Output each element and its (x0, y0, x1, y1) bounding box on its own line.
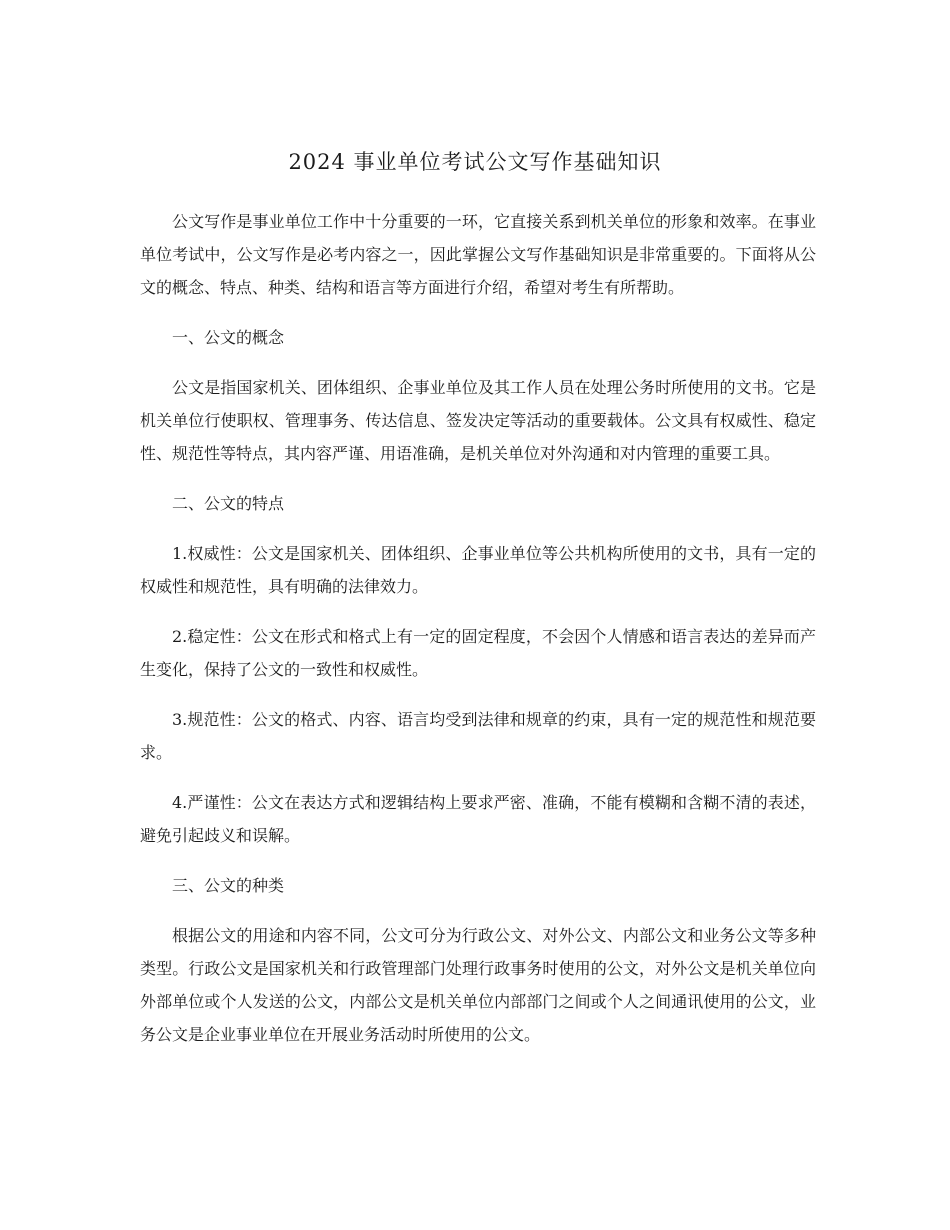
feature-item-rigor: 4.严谨性：公文在表达方式和逻辑结构上要求严密、准确，不能有模糊和含糊不清的表述，避免引起歧义和误解。 (140, 793, 816, 845)
feature-item-stability: 2.稳定性：公文在形式和格式上有一定的固定程度，不会因个人情感和语言表达的差异而产生变化，保持了公文的一致性和权威性。 (140, 627, 816, 679)
document-body (140, 205, 816, 1068)
section-heading-features: 二、公文的特点 (172, 494, 285, 513)
feature-item-standardization: 3.规范性：公文的格式、内容、语言均受到法律和规章的约束，具有一定的规范性和规范要求。 (140, 710, 816, 762)
concept-paragraph: 公文是指国家机关、团体组织、企事业单位及其工作人员在处理公务时所使用的文书。它是机关单位行使职权、管理事务、传达信息、签发决定等活动的重要载体。公文具有权威性、稳定性、规范性等特点，其内容严谨、用语准确，是机关单位对外沟通和对内管理的重要工具。 (140, 378, 816, 463)
intro-paragraph: 公文写作是事业单位工作中十分重要的一环，它直接关系到机关单位的形象和效率。在事业单位考试中，公文写作是必考内容之一，因此掌握公文写作基础知识是非常重要的。下面将从公文的概念、特点、种类、结构和语言等方面进行介绍，希望对考生有所帮助。 (140, 212, 816, 297)
section-heading-concept: 一、公文的概念 (172, 328, 285, 347)
types-paragraph: 根据公文的用途和内容不同，公文可分为行政公文、对外公文、内部公文和业务公文等多种类型。行政公文是国家机关和行政管理部门处理行政事务时使用的公文，对外公文是机关单位向外部单位或个人发送的公文，内部公文是机关单位内部部门之间或个人之间通讯使用的公文，业务公文是企业事业单位在开展业务活动时所使用的公文。 (140, 926, 816, 1044)
document-title: 2024 事业单位考试公文写作基础知识 (288, 150, 662, 174)
feature-item-authority: 1.权威性：公文是国家机关、团体组织、企事业单位等公共机构所使用的文书，具有一定的权威性和规范性，具有明确的法律效力。 (140, 544, 816, 596)
section-heading-types: 三、公文的种类 (172, 876, 285, 895)
